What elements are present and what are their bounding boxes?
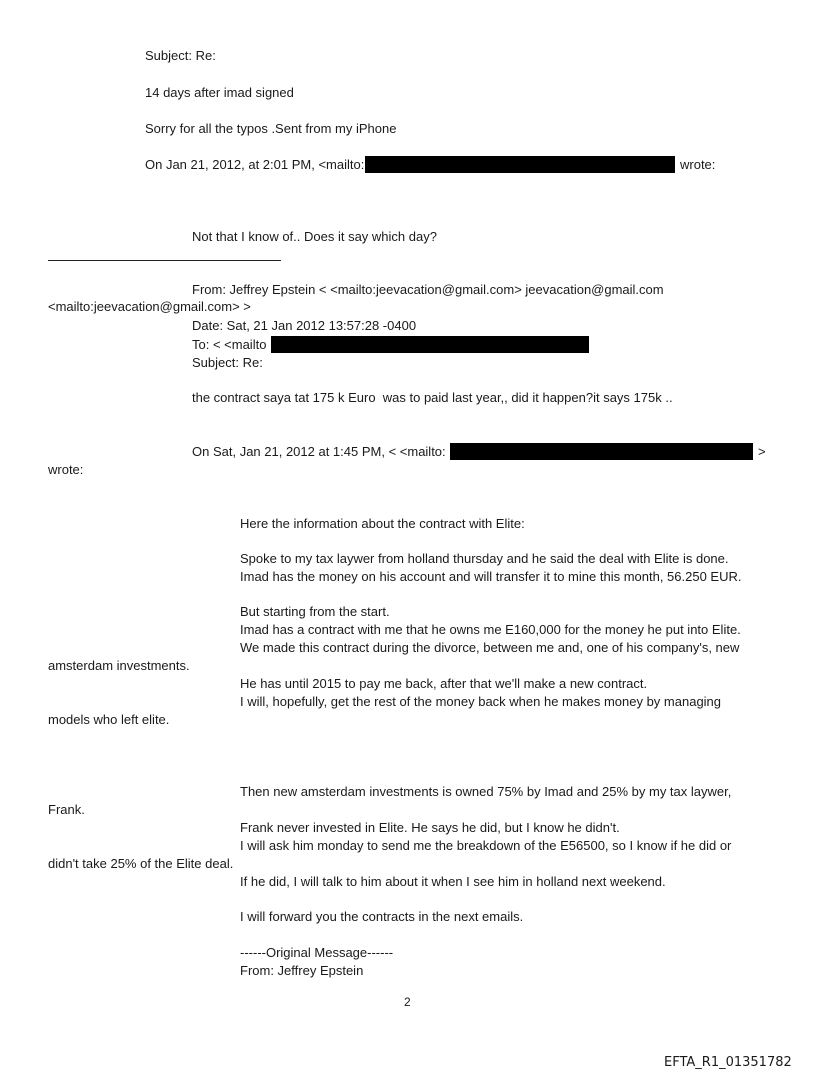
quoted-on-gt: > <box>758 444 766 459</box>
message-line: If he did, I will talk to him about it when I see him in holland next weekend. <box>240 874 666 889</box>
message-line: models who left elite. <box>48 712 170 727</box>
message-line: Imad has a contract with me that he owns me E160,000 for the money he put into Elite. <box>240 622 741 637</box>
original-message-from: From: Jeffrey Epstein <box>240 963 364 978</box>
quoted-from-cont: <mailto:jeevacation@gmail.com> > <box>48 299 251 314</box>
message-intro: Here the information about the contract with Elite: <box>240 516 525 531</box>
original-message-marker: ------Original Message------ <box>240 945 394 960</box>
redaction-bar <box>450 443 753 460</box>
sorry-line: Sorry for all the typos .Sent from my iPhone <box>145 121 397 136</box>
message-line: Spoke to my tax laywer from holland thursday and he said the deal with Elite is done. <box>240 551 729 566</box>
message-line: We made this contract during the divorce, between me and, one of his company's, new <box>240 640 740 655</box>
message-line: Frank never invested in Elite. He says he did, but I know he didn't. <box>240 820 620 835</box>
message-line: amsterdam investments. <box>48 658 190 673</box>
message-line: didn't take 25% of the Elite deal. <box>48 856 234 871</box>
message-line: Frank. <box>48 802 85 817</box>
separator-rule <box>48 260 281 261</box>
message-line: Imad has the money on his account and will transfer it to mine this month, 56.250 EUR. <box>240 569 742 584</box>
reply-text: Not that I know of.. Does it say which day? <box>192 229 437 244</box>
on-date-wrote: wrote: <box>680 157 716 172</box>
quoted-on-wrote: wrote: <box>48 462 84 477</box>
quoted-on-prefix: On Sat, Jan 21, 2012 at 1:45 PM, < <mailto: <box>192 444 446 459</box>
page-number: 2 <box>404 995 411 1009</box>
quoted-from-line: From: Jeffrey Epstein < <mailto:jeevacation@gmail.com> jeevacation@gmail.com <box>192 282 664 297</box>
message-line: I will forward you the contracts in the next emails. <box>240 909 524 924</box>
message-line: But starting from the start. <box>240 604 390 619</box>
message-line: He has until 2015 to pay me back, after that we'll make a new contract. <box>240 676 648 691</box>
quoted-body: the contract saya tat 175 k Euro was to paid last year,, did it happen?it says 175k .. <box>192 390 673 405</box>
redaction-bar <box>365 156 675 173</box>
days-line: 14 days after imad signed <box>145 85 294 100</box>
quoted-subject: Subject: Re: <box>192 355 263 370</box>
message-line: I will ask him monday to send me the breakdown of the E56500, so I know if he did or <box>240 838 732 853</box>
document-id: EFTA_R1_01351782 <box>664 1055 792 1070</box>
quoted-to-prefix: To: < <mailto <box>192 337 267 352</box>
on-date-prefix: On Jan 21, 2012, at 2:01 PM, <mailto: <box>145 157 365 172</box>
redaction-bar <box>271 336 589 353</box>
message-line: Then new amsterdam investments is owned 75% by Imad and 25% by my tax laywer, <box>240 784 732 799</box>
subject-line: Subject: Re: <box>145 48 216 63</box>
quoted-date: Date: Sat, 21 Jan 2012 13:57:28 -0400 <box>192 318 417 333</box>
message-line: I will, hopefully, get the rest of the money back when he makes money by managing <box>240 694 722 709</box>
